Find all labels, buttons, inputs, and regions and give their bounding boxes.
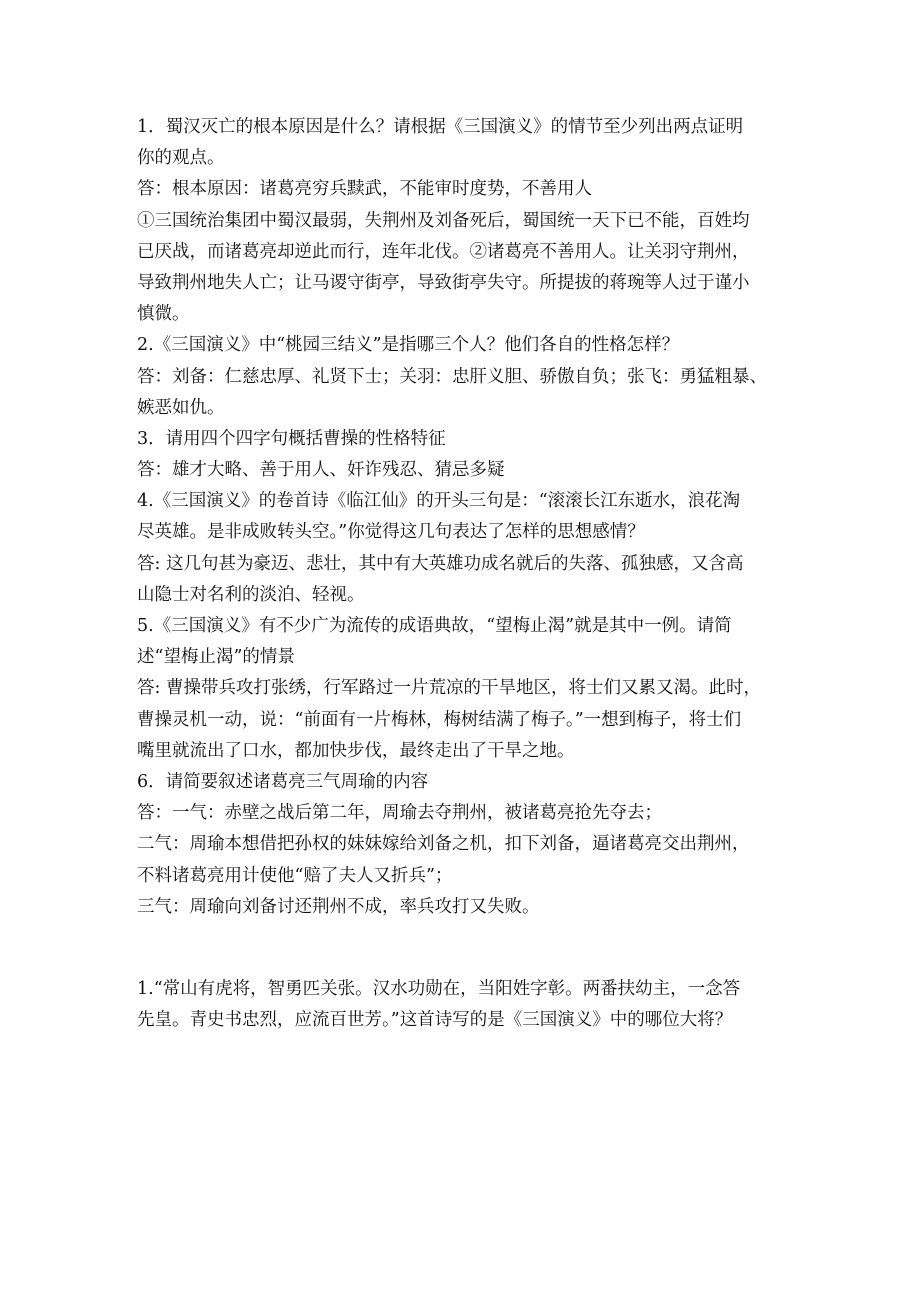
text-line: 4.《三国演义》的卷首诗《临江仙》的开头三句是：“滚滚长江东逝水，浪花淘 bbox=[137, 491, 741, 512]
text-line: 2.《三国演义》中“桃园三结义”是指哪三个人？他们各自的性格怎样？ bbox=[137, 335, 680, 356]
text-line: 不料诸葛亮用计使他“赔了夫人又折兵”； bbox=[137, 865, 453, 886]
text-line: ①三国统治集团中蜀汉最弱，失荆州及刘备死后，蜀国统一天下已不能，百姓均 bbox=[137, 210, 750, 231]
text-line: 三气：周瑜向刘备讨还荆州不成，率兵攻打又失败。 bbox=[137, 896, 540, 917]
text-line: 你的观点。 bbox=[137, 148, 225, 169]
text-line: 慎微。 bbox=[137, 304, 190, 325]
text-line: 答：根本原因：诸葛亮穷兵黩武，不能审时度势，不善用人 bbox=[137, 179, 592, 200]
text-line: 述“望梅止渴”的情景 bbox=[137, 647, 295, 668]
text-line: 答: 这几句甚为豪迈、悲壮，其中有大英雄功成名就后的失落、孤独感，又含高 bbox=[137, 553, 744, 574]
text-line: 先皇。青史书忠烈，应流百世芳。”这首诗写的是《三国演义》中的哪位大将？ bbox=[137, 1010, 733, 1031]
section-spacer bbox=[137, 923, 787, 974]
text-line: 答：一气：赤壁之战后第二年，周瑜去夺荆州，被诸葛亮抢先夺去； bbox=[137, 803, 662, 824]
text-line: 二气：周瑜本想借把孙权的妹妹嫁给刘备之机，扣下刘备，逼诸葛亮交出荆州， bbox=[137, 834, 750, 855]
text-line: 6．请简要叙述诸葛亮三气周瑜的内容 bbox=[137, 771, 429, 792]
text-line: 1.“常山有虎将，智勇匹关张。汉水功勋在，当阳姓字彰。两番扶幼主，一念答 bbox=[137, 978, 741, 999]
text-line: 曹操灵机一动，说：“前面有一片梅林，梅树结满了梅子。”一想到梅子，将士们 bbox=[137, 709, 742, 730]
text-line: 答: 曹操带兵攻打张绣，行军路过一片荒凉的干旱地区，将士们又累又渴。此时， bbox=[137, 678, 761, 699]
text-line: 答：雄才大略、善于用人、奸诈残忍、猜忌多疑 bbox=[137, 460, 505, 481]
text-line: 已厌战，而诸葛亮却逆此而行，连年北伐。②诸葛亮不善用人。让关羽守荆州， bbox=[137, 241, 750, 262]
text-line: 5.《三国演义》有不少广为流传的成语典故，“望梅止渴”就是其中一例。请简 bbox=[137, 616, 732, 636]
text-line: 山隐士对名利的淡泊、轻视。 bbox=[137, 584, 365, 605]
text-line: 答：刘备：仁慈忠厚、礼贤下士；关羽：忠肝义胆、骄傲自负；张飞：勇猛粗暴、 bbox=[137, 366, 767, 387]
text-line: 嘴里就流出了口水，都加快步伐，最终走出了干旱之地。 bbox=[137, 740, 575, 761]
document-body bbox=[137, 112, 787, 1036]
text-line: 导致荆州地失人亡；让马谡守街亭，导致街亭失守。所提拔的蒋琬等人过于谨小 bbox=[137, 272, 750, 293]
text-line: 3．请用四个四字句概括曹操的性格特征 bbox=[137, 428, 446, 449]
text-line: 1．蜀汉灭亡的根本原因是什么？请根据《三国演义》的情节至少列出两点证明 bbox=[137, 117, 744, 137]
qa-section-1 bbox=[137, 112, 787, 923]
qa-section-2 bbox=[137, 974, 787, 1036]
text-line: 尽英雄。是非成败转头空。”你觉得这几句表达了怎样的思想感情？ bbox=[137, 522, 645, 543]
text-line: 嫉恶如仇。 bbox=[137, 397, 225, 418]
